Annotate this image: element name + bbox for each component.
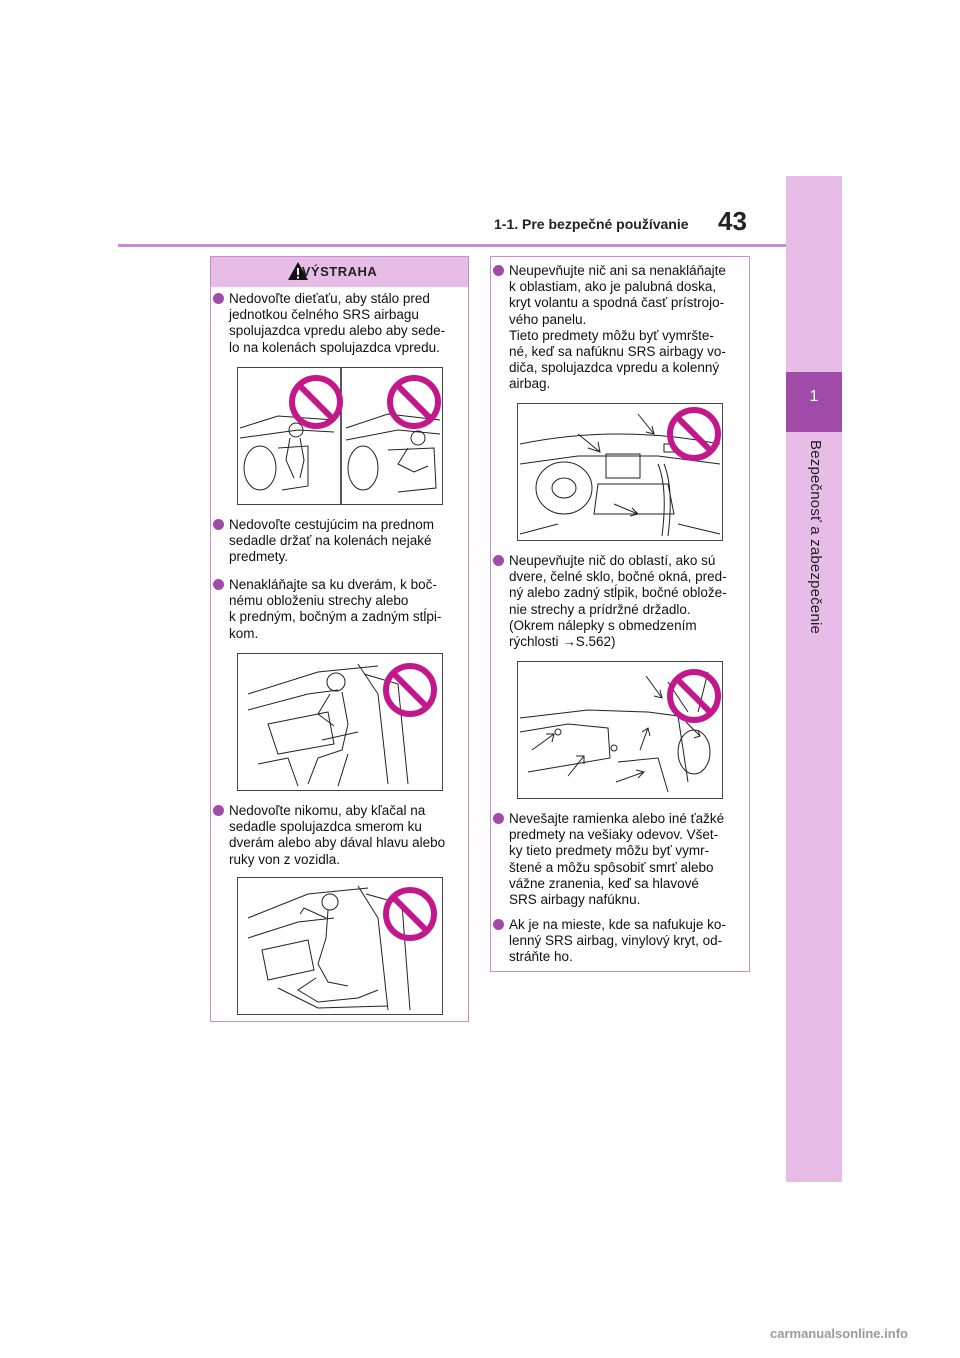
list-item <box>509 811 747 908</box>
doors-pillars-drawing <box>518 662 722 798</box>
section-title: 1-1. Pre bezpečné používanie <box>494 216 689 232</box>
illustration-child-front-seat <box>237 367 443 505</box>
list-item <box>229 803 467 868</box>
bullet-icon <box>493 919 504 930</box>
leaning-door-drawing <box>238 654 442 790</box>
bullet-text: Nedovoľte dieťaťu, aby stálo pred jednotkou čelného SRS airbagu spolujazdca vpredu alebo aby sede- lo na kolenách spolujazdca vpredu. <box>229 291 446 355</box>
bullet-icon <box>493 813 504 824</box>
list-item <box>509 917 747 966</box>
kneeling-seat-drawing <box>238 878 442 1014</box>
watermark: carmanualsonline.info <box>770 1326 908 1341</box>
bullet-text: Nevešajte ramienka alebo iné ťažké predmety na vešiaky odevov. Všet- ky tieto predmety môžu byť vymr- štené a môžu spôsobiť smrť alebo vážne zranenia, keď sa hlavové SRS airbagy nafúknu. <box>509 811 725 908</box>
illustration-kneeling-seat <box>237 877 443 1015</box>
illustration-dashboard <box>517 403 723 541</box>
warning-box-right <box>490 256 750 972</box>
dashboard-drawing <box>518 404 722 540</box>
illustration-leaning-door <box>237 653 443 791</box>
bullet-text: Nenakláňajte sa ku dverám, k boč- nému obloženiu strechy alebo k predným, bočným a zadným stĺpi- kom. <box>229 577 442 641</box>
list-item <box>229 517 467 566</box>
page-number: 43 <box>718 206 747 236</box>
chapter-label: Bezpečnosť a zabezpečenie <box>807 440 824 635</box>
warning-box-left <box>210 256 469 1022</box>
bullet-text: Ak je na mieste, kde sa nafukuje ko- lenný SRS airbag, vinylový kryt, od- stráňte ho. <box>509 917 726 965</box>
illustration-doors-pillars <box>517 661 723 799</box>
warning-title: VÝSTRAHA <box>301 264 378 279</box>
bullet-icon <box>493 555 504 566</box>
bullet-icon <box>493 265 504 276</box>
bullet-text: Neupevňujte nič ani sa nenakláňajte k oblastiam, ako je palubná doska, kryt volantu a spodná časť prístrojo- vého panelu. Tieto predmety môžu byť vymršte- né, keď sa nafúknu SRS airbagy vo- diča, spolujazdca vpredu a kolenný airbag. <box>509 263 726 392</box>
bullet-icon <box>213 579 224 590</box>
list-item <box>509 263 747 393</box>
bullet-text: Nedovoľte cestujúcim na prednom sedadle držať na kolenách nejaké predmety. <box>229 517 435 565</box>
bullet-text: Neupevňujte nič do oblastí, ako sú dvere, čelné sklo, bočné okná, pred- ný alebo zadný stĺpik, bočné oblože- nie strechy a prídržné držadlo. (Okrem nálepky s obmedzením rýchlosti →S.562) <box>509 553 727 650</box>
bullet-icon <box>213 519 224 530</box>
chapter-number: 1 <box>809 388 819 405</box>
list-item <box>509 553 747 650</box>
warning-header <box>211 257 468 287</box>
list-item <box>229 291 467 356</box>
prohibition-sign <box>386 890 434 938</box>
header-rule <box>118 244 786 247</box>
bullet-icon <box>213 293 224 304</box>
list-item <box>229 577 467 642</box>
bullet-text: Nedovoľte nikomu, aby kľačal na sedadle spolujazdca smerom ku dverám alebo aby dával hlavu alebo ruky von z vozidla. <box>229 803 446 867</box>
prohibition-sign <box>670 410 718 458</box>
child-front-seat-drawing <box>238 368 442 504</box>
bullet-icon <box>213 805 224 816</box>
prohibition-sign <box>386 666 434 714</box>
